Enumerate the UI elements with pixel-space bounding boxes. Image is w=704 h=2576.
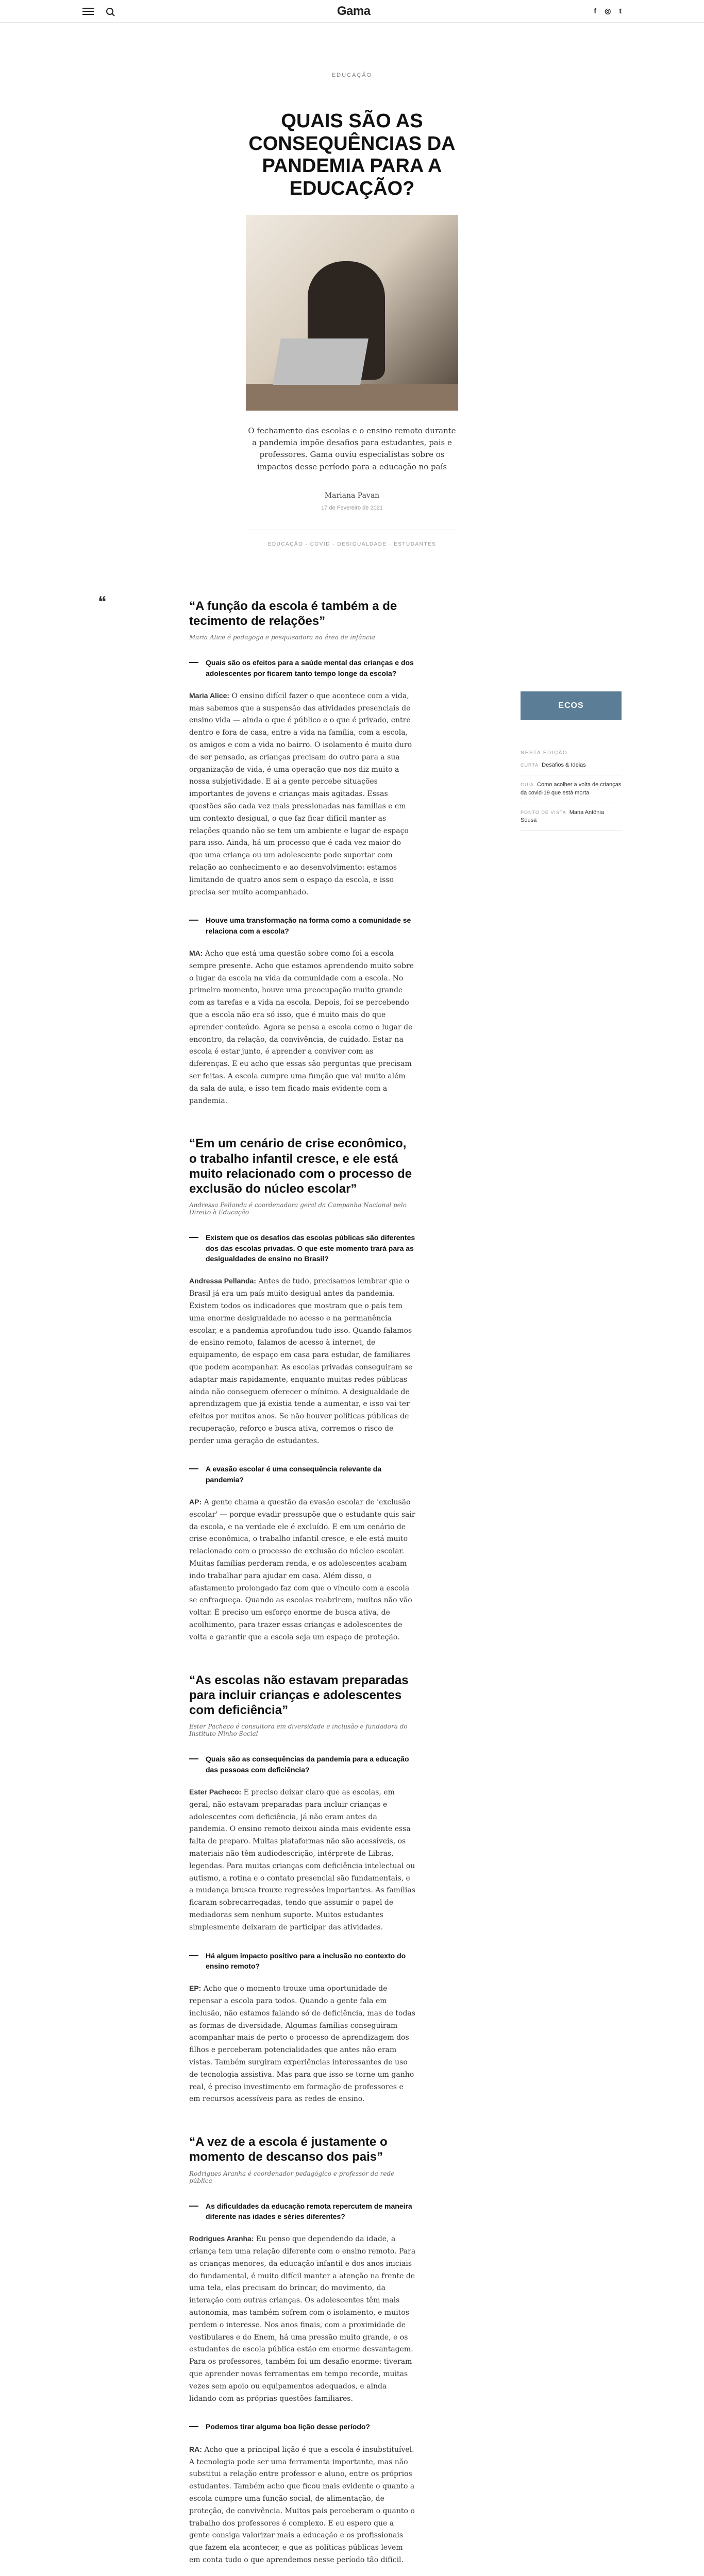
answer: Andressa Pellanda: Antes de tudo, precisamos lembrar que o Brasil já era um país muito desigual antes da pandemia. Existem todos os indicadores que mostram que o país tem uma enorme desigualdade no acesso e na permanência escolar, e a pandemia aprofundou tudo isso. Quando falamos de ensino remoto, falamos de acesso à internet, de equipamento, de espaço em casa para estudar, de familiares que podem acompanhar. As escolas privadas conseguiram se adaptar mais rapidamente, enquanto muitas redes públicas ainda não conseguem oferecer o mínimo. A desigualdade de aprendizagem que já existia tende a aumentar, e isso vai ter efeitos por muitos anos. Se não houver políticas públicas de recuperação, reforço e busca ativa, corremos o risco de perder uma geração de estudantes. [189,1277,413,1445]
article-hero [0,23,704,547]
sidebar-title: NESTA EDIÇÃO [521,750,568,756]
answer: AP: A gente chama a questão da evasão escolar de 'exclusão escolar' — porque evadir pressupõe que o estudante quis sair da escola, e na verdade ele é excluído. E em um cenário de crise econômica, o trabalho infantil cresce, e ele está muito relacionado com o processo de exclusão do núcleo escolar. Muitas famílias perderam renda, e os adolescentes acabam indo trabalhar para ajudar em casa. Além disso, o afastamento prolongado faz com que o vínculo com a escola se enfraqueça. Quando as escolas reabrirem, muitos não vão voltar. É preciso um esforço enorme de busca ativa, de acolhimento, para trazer essas crianças e adolescentes de volta e garantir que a escola seja um espaço de proteção. [189,1498,415,1641]
hero-image-table [246,384,458,411]
search-icon[interactable] [106,8,113,15]
section-subtitle: Maria Alice é pedagoga e pesquisadora na área de infância [189,634,375,641]
section-title: “A função da escola é também a de tecimento de relações” [189,599,397,629]
top-header [0,0,704,23]
sidebar-item[interactable]: PONTO DE VISTA Maria Antônia Sousa [521,803,622,831]
question: Podemos tirar alguma boa lição desse período? [189,2421,416,2432]
sidebar [521,691,622,831]
instagram-icon[interactable]: ◎ [605,7,611,15]
hero-image-laptop [273,338,368,385]
section-subtitle: Rodrigues Aranha é coordenador pedagógico e professor da rede pública [189,2170,395,2184]
question: As dificuldades da educação remota repercutem de maneira diferente nas idades e séries diferentes? [189,2201,416,2222]
twitter-icon[interactable]: t [619,7,622,15]
question: Existem que os desafios das escolas públicas são diferentes dos das escolas privadas. O que este momento trará para as desigualdades de ensino no Brasil? [189,1232,416,1264]
article-author[interactable]: Mariana Pavan [324,491,380,500]
section-title: “As escolas não estavam preparadas para incluir crianças e adolescentes com deficiência” [189,1673,409,1718]
question: A evasão escolar é uma consequência relevante da pandemia? [189,1464,416,1485]
facebook-icon[interactable]: f [594,7,597,15]
answer: MA: Acho que está uma questão sobre como foi a escola sempre presente. Acho que estamos aprendendo muito sobre o lugar da escola na vida da comunidade com a escola. No primeiro momento, houve uma preocupação muito grande com as tarefas e a vida na escola. Depois, foi se percebendo que a escola não era só isso, que é muito mais do que aprender conteúdo. Agora se pensa a escola como o lugar de encontro, da relação, da convivência, de cuidado. Estar na escola é estar junto, é aprender a conviver com as diferenças. E eu acho que essas são perguntas que precisam ser feitas. A escola cumpre uma função que vai muito além da sala de aula, e isso tem ficado mais evidente com a pandemia. [189,949,414,1105]
section-subtitle: Andressa Pellanda é coordenadora geral da Campanha Nacional pelo Direito à Educação [189,1201,407,1216]
section-title: “Em um cenário de crise econômico, o trabalho infantil cresce, e ele está muito relacionado com o processo de exclusão do núcleo escolar” [189,1137,412,1196]
hero-image [246,215,458,411]
sidebar-edition [521,750,622,831]
article-title: QUAIS SÃO AS CONSEQUÊNCIAS DA PANDEMIA PARA A EDUCAÇÃO? [248,110,456,200]
answer: RA: Acho que a principal lição é que a escola é insubstituível. A tecnologia pode ser uma ferramenta importante, mas não substitui a relação entre professor e aluno, entre os próprios estudantes. Também acho que ficou mais evidente o quanto a escola cumpre uma função social, de alimentação, de proteção, de convivência. Muitos pais perceberam o quanto o trabalho dos professores é complexo. E eu espero que a gente consiga valorizar mais a educação e os profissionais que fazem ela acontecer, e que as políticas públicas levem em conta tudo o que aprendemos nesse período tão difícil. [189,2445,415,2564]
section-maria-alice [189,599,416,1108]
section-ester [189,1673,416,2106]
answer: Maria Alice: O ensino difícil fazer o que acontece com a vida, mas sabemos que a suspensão das atividades presenciais de ensino vida — ainda o que é público e o que é privado, entre dentro e fora de casa, entre a vida na família, com a escola, os amigos e com a vida no bairro. O isolamento é muito duro de ser pensado, as crianças precisam do outro para a sua organização de vida, é uma operação que nos diz muito a nossa subjetividade. E ai a gente percebe situações importantes de jovens e crianças mais agitadas. Essas questões são cada vez mais pressionadas nas famílias e em um contexto desigual, o que faz ficar difícil manter as relações quando não se tem um ambiente e lugar de espaço para isso. Ainda, há um processo que é cada vez maior do que uma criança ou um adolescente pode suportar com relação ao conhecimento e ao desenvolvimento: estamos limitando de quatro anos sem o espaço da escola, e isso precisa ser muito acompanhado. [189,691,412,896]
header-social [594,7,622,15]
site-logo[interactable]: Gama [337,4,371,18]
article-body [189,599,416,2576]
article-category[interactable]: EDUCAÇÃO [331,72,373,78]
header-left [82,8,113,15]
section-title: “A vez de a escola é justamente o momento de descanso dos pais” [189,2135,388,2164]
sidebar-ad-banner[interactable]: ECOS [521,691,622,720]
answer: Ester Pacheco: É preciso deixar claro que as escolas, em geral, não estavam preparadas para incluir crianças e adolescentes com deficiência, já não eram antes da pandemia. O ensino remoto deixou ainda mais evidente essa falta de preparo. Muitas plataformas não são acessíveis, os materiais não têm audiodescrição, intérprete de Libras, legendas. Para muitas crianças com deficiência intelectual ou autismo, a rotina e o contato presencial são fundamentais, e a mudança brusca trouxe regressões importantes. As famílias ficaram sobrecarregadas, tendo que assumir o papel de mediadoras sem nenhum suporte. Muitos estudantes simplesmente deixaram de participar das atividades. [189,1788,415,1931]
article-content [0,578,704,2576]
article-tags[interactable]: EDUCAÇÃO · COVID · DESIGUALDADE · ESTUDANTES [267,541,437,547]
article-lead: O fechamento das escolas e o ensino remoto durante a pandemia impõe desafios para estudantes, pais e professores. Gama ouviu especialistas sobre os impactos desse período para a educação no país [248,426,456,471]
sidebar-item[interactable]: GUIA Como acolher a volta de crianças da covid-19 que está morta [521,775,622,803]
answer: EP: Acho que o momento trouxe uma oportunidade de repensar a escola para todos. Quando a gente fala em inclusão, não estamos falando só de deficiência, mas de todas as formas de diversidade. Algumas famílias conseguiram acompanhar mais de perto o processo de aprendizagem dos filhos e perceberam potencialidades que antes não eram vistas. Também surgiram experiências interessantes de uso de tecnologia assistiva. Mas para que isso se torne um ganho real, é preciso investimento em formação de professores e em recursos acessíveis para as redes de ensino. [189,1984,415,2104]
question: Houve uma transformação na forma como a comunidade se relaciona com a escola? [189,915,416,936]
sidebar-item[interactable]: CURTA Desafios & Ideias [521,756,622,775]
question: Quais são os efeitos para a saúde mental das crianças e dos adolescentes por ficarem tanto tempo longe da escola? [189,657,416,679]
section-subtitle: Ester Pacheco é consultora em diversidade e inclusão e fundadora do Instituto Ninho Social [189,1723,408,1738]
question: Quais são as consequências da pandemia para a educação das pessoas com deficiência? [189,1754,416,1775]
section-rodrigues [189,2134,416,2567]
answer: Rodrigues Aranha: Eu penso que dependendo da idade, a criança tem uma relação diferente com o ensino remoto. Para as crianças menores, da educação infantil e dos anos iniciais do fundamental, é muito difícil manter a atenção na frente de uma tela, elas precisam do brincar, do movimento, da interação com outras crianças. Os adolescentes têm mais autonomia, mas também sofrem com o isolamento, e muitos perdem o interesse. Nos anos finais, com a proximidade de vestibulares e do Enem, há uma pressão muito grande, e os estudantes de escola pública estão em enorme desvantagem. Para os professores, também foi um desafio enorme: tiveram que aprender novas ferramentas em tempo recorde, muitas vezes sem apoio ou equipamentos adequados, e ainda lidando com as próprias questões familiares. [189,2234,416,2403]
article-date: 17 de Fevereiro de 2021 [321,504,383,511]
question: Há algum impacto positivo para a inclusão no contexto do ensino remoto? [189,1951,416,1972]
menu-icon[interactable] [82,8,94,15]
section-andressa [189,1136,416,1643]
quote-icon: ❝ [98,593,107,612]
